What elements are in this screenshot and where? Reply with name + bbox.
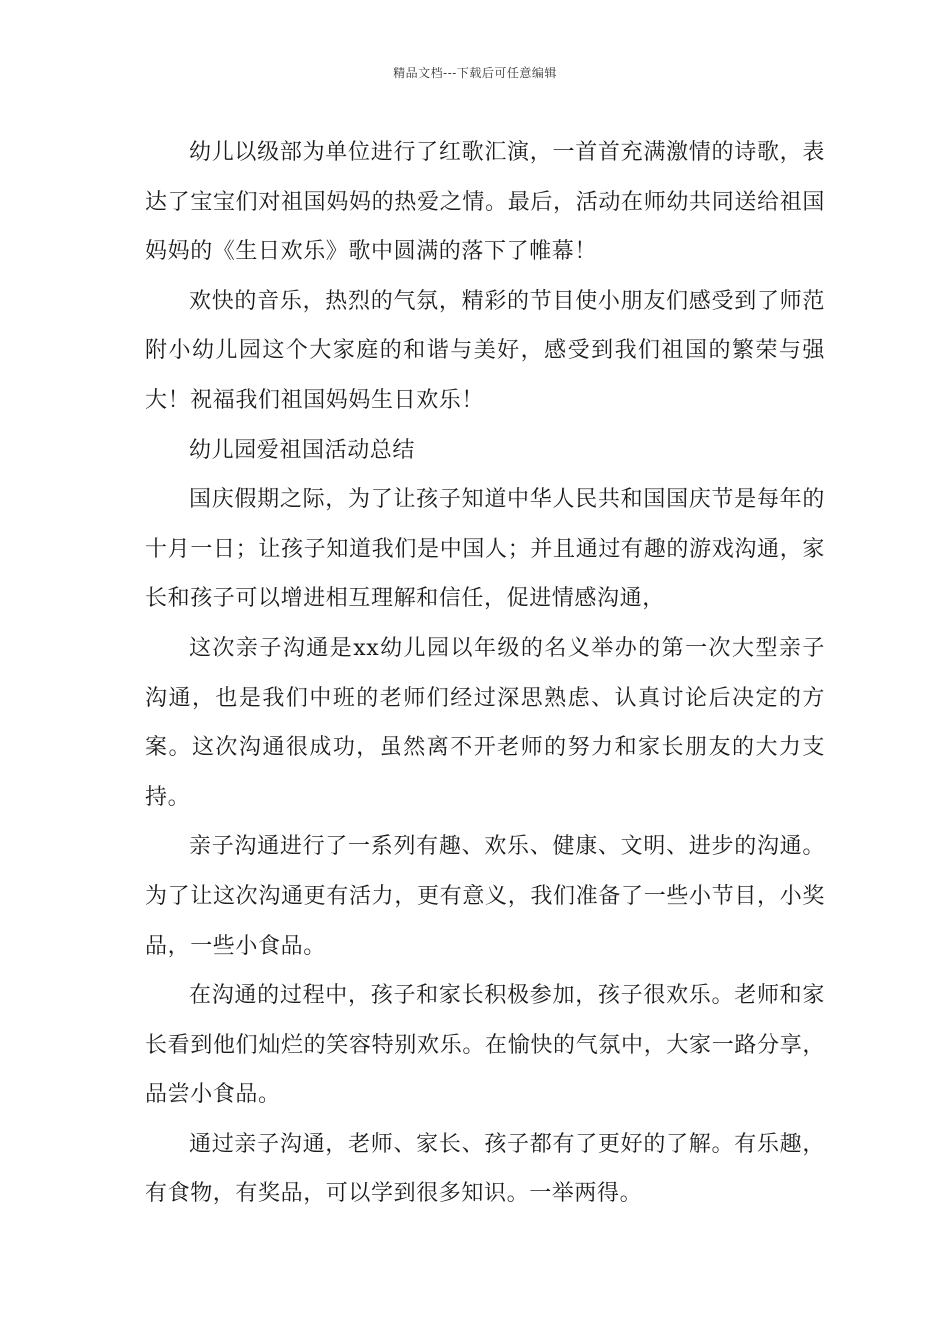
paragraph-5: 亲子沟通进行了一系列有趣、欢乐、健康、文明、进步的沟通。为了让这次沟通更有活力，更有意义，我们准备了一些小节目，小奖品，一些小食品。 — [145, 834, 825, 959]
page-header: 精品文档---下载后可任意编辑 — [393, 66, 557, 80]
paragraph-6: 在沟通的过程中，孩子和家长积极参加，孩子很欢乐。老师和家长看到他们灿烂的笑容特别欢乐。在愉快的气氛中，大家一路分享，品尝小食品。 — [145, 983, 825, 1108]
paragraph-1: 幼儿以级部为单位进行了红歌汇演，一首首充满激情的诗歌，表达了宝宝们对祖国妈妈的热爱之情。最后，活动在师幼共同送给祖国妈妈的《生日欢乐》歌中圆满的落下了帷幕！ — [145, 140, 825, 265]
paragraph-3: 国庆假期之际，为了让孩子知道中华人民共和国国庆节是每年的十月一日；让孩子知道我们是中国人；并且通过有趣的游戏沟通，家长和孩子可以增进相互理解和信任，促进情感沟通， — [145, 487, 825, 612]
paragraph-4: 这次亲子沟通是xx幼儿园以年级的名义举办的第一次大型亲子沟通，也是我们中班的老师们经过深思熟虑、认真讨论后决定的方案。这次沟通很成功，虽然离不开老师的努力和家长朋友的大力支持。 — [145, 635, 825, 810]
document-body — [145, 128, 825, 1219]
paragraph-2: 欢快的音乐，热烈的气氛，精彩的节目使小朋友们感受到了师范附小幼儿园这个大家庭的和谐与美好，感受到我们祖国的繁荣与强大！祝福我们祖国妈妈生日欢乐！ — [145, 288, 825, 413]
paragraph-7: 通过亲子沟通，老师、家长、孩子都有了更好的了解。有乐趣，有食物，有奖品，可以学到很多知识。一举两得。 — [145, 1131, 825, 1207]
section-heading: 幼儿园爱祖国活动总结 — [189, 437, 416, 463]
